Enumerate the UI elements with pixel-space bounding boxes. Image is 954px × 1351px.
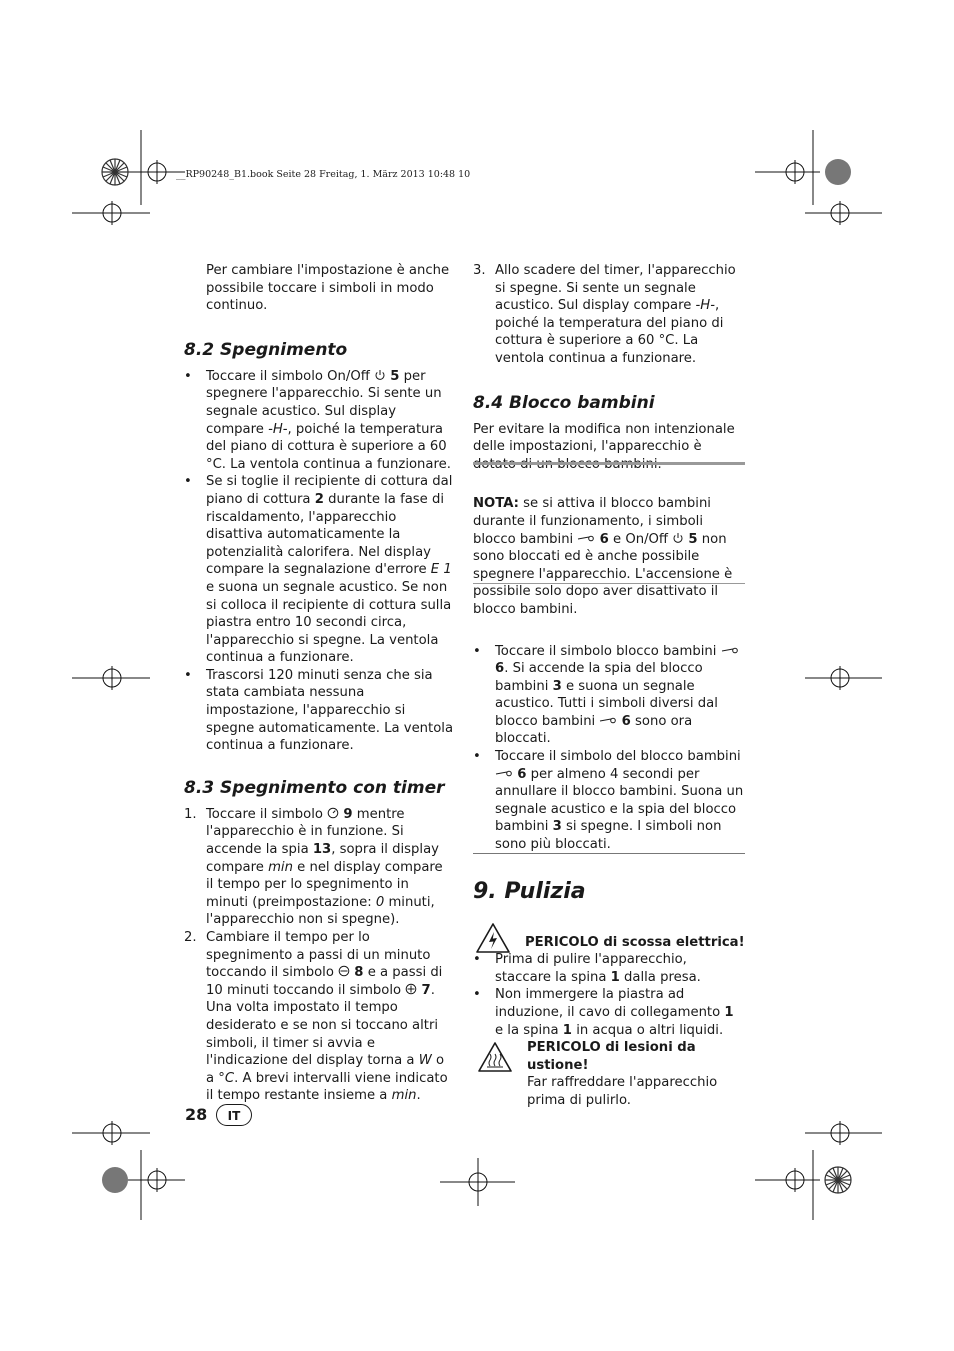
list-item: • Toccare il simbolo On/Off 5 per spegnere l'apparecchio. Si sente un segnale acustico. Sul display compare -H-, poiché la temperatura del piano di cottura è superiore a 60 °C. La ventola continua a funzionare. <box>184 368 451 472</box>
section-8-2-title: 8.2 Spegnimento <box>184 339 348 360</box>
language-badge: IT <box>216 1104 252 1126</box>
hot-surface-icon <box>477 1041 513 1073</box>
section-9-list <box>473 951 745 1039</box>
child-lock-icon <box>577 532 595 544</box>
list-item: • Trascorsi 120 minuti senza che sia stata cambiata nessuna impostazione, l'apparecchio si spegne automaticamente. La ventola continua a funzionare. <box>184 667 454 754</box>
left-column <box>184 262 454 1105</box>
child-lock-icon <box>721 644 739 656</box>
list-item: • Se si toglie il recipiente di cottura dal piano di cottura 2 durante la fase di riscaldamento, l'apparecchio disattiva automaticamente la potenzialità calorifera. Nel display compare la segnalazione d'errore E 1 e suona un segnale acustico. Se non si colloca il recipiente di cottura sulla piastra entro 10 secondi circa, l'apparecchio si spegne. La ventola continua a funzionare. <box>184 474 453 666</box>
child-lock-icon <box>599 714 617 726</box>
timer-icon <box>327 807 339 819</box>
note-top-rule <box>473 462 745 465</box>
section-9-title: 9. Pulizia <box>473 878 586 904</box>
list-item: 3. Allo scadere del timer, l'apparecchio si spegne. Si sente un segnale acustico. Sul display compare -H-, poiché la temperatura del piano di cottura è superiore a 60 °C. La ventola continua a funzionare. <box>473 263 736 366</box>
section-8-3-list-continued <box>473 262 745 368</box>
chapter-rule <box>473 853 745 854</box>
note-box: NOTA: se si attiva il blocco bambini durante il funzionamento, i simboli blocco bambini 6 e On/Off 5 non sono bloccati ed è anche possibile spegnere l'apparecchio. L'accensione è possibile solo dopo aver disattivato il blocco bambini. <box>473 496 733 617</box>
list-item: 1. Toccare il simbolo 9 mentre l'apparecchio è in funzione. Si accende la spia 13, sopra il display compare min e nel display compare il tempo per lo spegnimento in minuti (preimpostazione: 0 minuti, l'apparecchio non si spegne). <box>184 806 443 928</box>
note-bottom-rule <box>473 583 745 584</box>
list-item: • Toccare il simbolo del blocco bambini 6 per almeno 4 secondi per annullare il blocco bambini. Suona un segnale acustico e la spia del blocco bambini 3 si spegne. I simboli non sono più bloccati. <box>473 749 744 853</box>
list-item: • Non immergere la piastra ad induzione, il cavo di collegamento 1 e la spina 1 in acqua o altri liquidi. <box>473 987 734 1038</box>
list-item: 2. Cambiare il tempo per lo spegnimento a passi di un minuto toccando il simbolo 8 e a passi di 10 minuti toccando il simbolo 7. Una volta impostato il tempo desiderato e se non si toccano altri simboli, il timer si avvia e l'indicazione del display torna a W o a °C. A brevi intervalli viene indicato il tempo restante insieme a min. <box>184 930 448 1104</box>
list-item: • Prima di pulire l'apparecchio, staccare la spina 1 dalla presa. <box>473 952 701 985</box>
danger-burn: PERICOLO di lesioni da ustione! Far raffreddare l'apparecchio prima di pulirlo. <box>473 1039 745 1109</box>
section-8-4-list <box>473 643 745 854</box>
power-icon <box>374 369 386 381</box>
electric-hazard-icon <box>475 922 511 954</box>
minus-icon <box>338 965 350 977</box>
plus-icon <box>405 983 417 995</box>
section-8-3-title: 8.3 Spegnimento con timer <box>184 777 445 798</box>
section-8-4-intro: Per evitare la modifica non intenzionale delle impostazioni, l'apparecchio è <box>473 421 735 455</box>
danger-electric: PERICOLO di scossa elettrica! <box>473 934 745 952</box>
section-8-2-list <box>184 368 454 755</box>
list-item: • Toccare il simbolo blocco bambini 6. Si accende la spia del blocco bambini 3 e suona un segnale acustico. Tutti i simboli diversi dal blocco bambini 6 sono ora bloccati. <box>473 643 745 749</box>
right-column <box>473 262 745 1110</box>
child-lock-icon <box>495 767 513 779</box>
section-8-3-list <box>184 806 454 1105</box>
page-number: 28 <box>185 1105 208 1124</box>
section-8-4-title: 8.4 Blocco bambini <box>473 392 655 413</box>
print-header: __RP90248_B1.book Seite 28 Freitag, 1. März 2013 10:48 10 <box>176 169 471 180</box>
power-icon <box>672 532 684 544</box>
intro-paragraph: Per cambiare l'impostazione è anche possibile toccare i simboli in modo continuo. <box>206 263 450 314</box>
